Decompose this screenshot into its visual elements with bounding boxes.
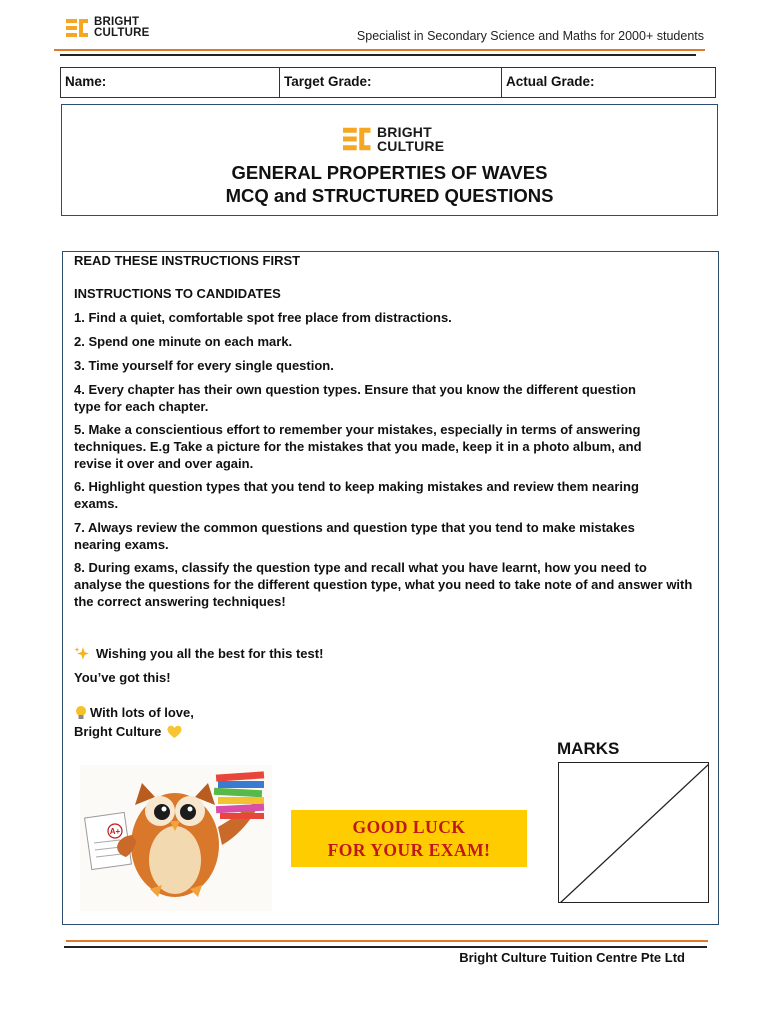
page-title: GENERAL PROPERTIES OF WAVES: [231, 162, 548, 183]
instruction-item: 4. Every chapter has their own question types. Ensure that you know the different question type for each chapter.: [74, 382, 636, 414]
marks-diagonal: [559, 763, 709, 903]
title-logo-mark-icon: [343, 124, 373, 154]
paper-grade-text: A+: [109, 827, 121, 836]
candidates-heading: INSTRUCTIONS TO CANDIDATES: [74, 286, 281, 301]
instructions-heading: READ THESE INSTRUCTIONS FIRST: [74, 253, 301, 268]
instruction-item: 6. Highlight question types that you tend to keep making mistakes and review them nearing exams.: [74, 479, 639, 511]
marks-box[interactable]: [558, 762, 709, 903]
instruction-item: 7. Always review the common questions and question type that you tend to make mistakes nearing exams.: [74, 520, 635, 552]
signature-line: [74, 723, 704, 740]
signature-text: Bright Culture: [74, 724, 162, 739]
title-box: [61, 104, 718, 216]
header-tagline: Specialist in Secondary Science and Maths for 2000+ students: [356, 29, 704, 43]
page-subtitle: MCQ and STRUCTURED QUESTIONS: [225, 185, 554, 206]
marks-label: MARKS: [557, 739, 620, 758]
title-logo-text: BRIGHT CULTURE: [377, 124, 445, 154]
good-luck-line2: FOR YOUR EXAM!: [327, 839, 491, 860]
instruction-item: 2. Spend one minute on each mark.: [74, 334, 293, 349]
footer-rule-orange: [66, 940, 708, 942]
instruction-item: 3. Time yourself for every single question.: [74, 358, 334, 373]
actual-grade-field[interactable]: Actual Grade:: [506, 74, 595, 89]
instruction-item: 5. Make a conscientious effort to remember your mistakes, especially in terms of answering techniques. E.g Take a picture for the mistakes that you made, keep it in a photo album, and revise it over and over again.: [74, 422, 642, 471]
yellow-heart-icon: [167, 725, 182, 739]
footer-company: Bright Culture Tuition Centre Pte Ltd: [459, 950, 685, 965]
owl-illustration: [80, 765, 272, 911]
wish-line: [74, 645, 704, 662]
got-this-text: You’ve got this!: [74, 670, 171, 685]
target-grade-field[interactable]: Target Grade:: [280, 68, 502, 97]
good-luck-banner: [291, 810, 527, 867]
instruction-item: 1. Find a quiet, comfortable spot free place from distractions.: [74, 310, 452, 325]
student-info-table: [60, 67, 716, 98]
brand-logo: [66, 16, 150, 40]
sparkle-icon: [74, 646, 90, 662]
wish-text: Wishing you all the best for this test!: [96, 646, 324, 661]
header-rule-black: [60, 54, 696, 56]
instruction-item: 8. During exams, classify the question type and recall what you have learnt, how you need to analyse the questions for the different question type, what you need to take note of and answer with the correct answering techniques!: [74, 560, 693, 609]
header-rule-orange: [54, 49, 705, 51]
brand-logo-text: BRIGHT CULTURE: [94, 15, 150, 39]
brand-logo-mark-icon: [66, 16, 90, 40]
name-field[interactable]: Name:: [61, 68, 280, 97]
footer-rule-black: [64, 946, 707, 948]
good-luck-line1: GOOD LUCK: [352, 816, 466, 837]
lightbulb-icon: [74, 705, 88, 721]
love-line: [74, 704, 704, 721]
love-text: With lots of love,: [90, 705, 194, 720]
title-brand-logo: [343, 124, 444, 154]
